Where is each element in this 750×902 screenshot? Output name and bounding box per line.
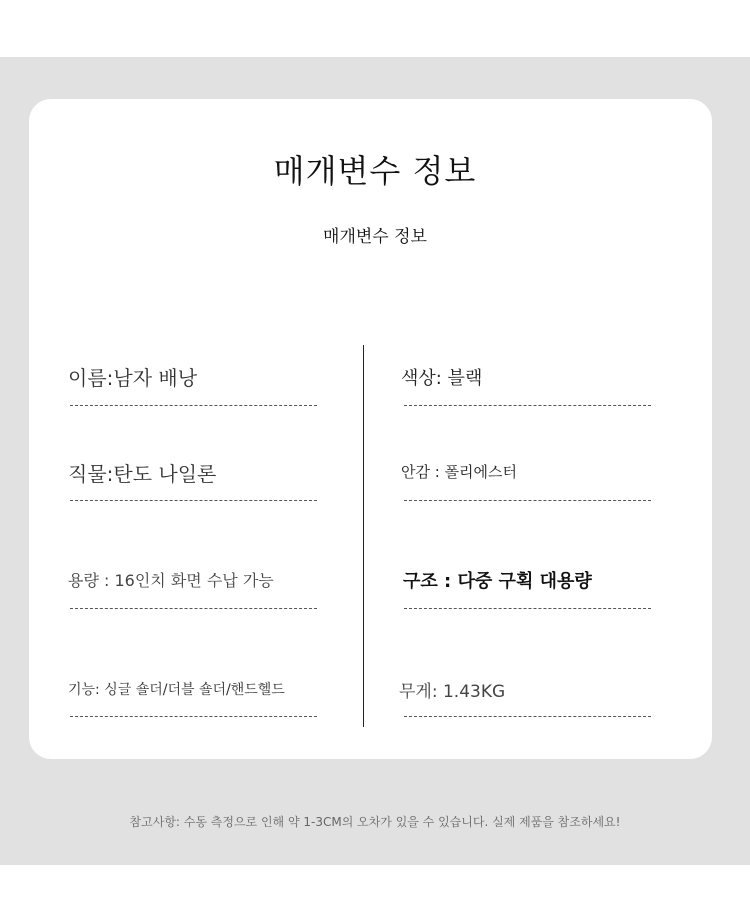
spec-capacity: 용량 : 16인치 화면 수납 가능 [68,571,274,590]
page-subtitle: 매개변수 정보 [323,227,427,247]
spec-lining: 안감 : 폴리에스터 [401,463,518,481]
dashed-separator [404,500,651,501]
spec-name: 이름:남자 배낭 [68,366,198,390]
spec-color: 색상: 블랙 [401,368,483,389]
dashed-separator [404,405,651,406]
spec-weight: 무게: 1.43KG [399,682,506,702]
dashed-separator [70,500,317,501]
dashed-separator [404,608,651,609]
page-title: 매개변수 정보 [273,152,477,190]
spec-fabric: 직물:탄도 나일론 [68,462,217,486]
spec-function: 기능: 싱글 숄더/더블 숄더/핸드헬드 [68,682,285,698]
column-divider [363,345,364,727]
dashed-separator [70,716,317,717]
spec-structure: 구조 : 다중 구획 대용량 [403,571,592,592]
dashed-separator [70,608,317,609]
dashed-separator [70,405,317,406]
spec-card [29,99,712,759]
dashed-separator [404,716,651,717]
measurement-note: 참고사항: 수동 측정으로 인해 약 1-3CM의 오차가 있을 수 있습니다. 실제 제품을 참조하세요! [129,815,621,829]
